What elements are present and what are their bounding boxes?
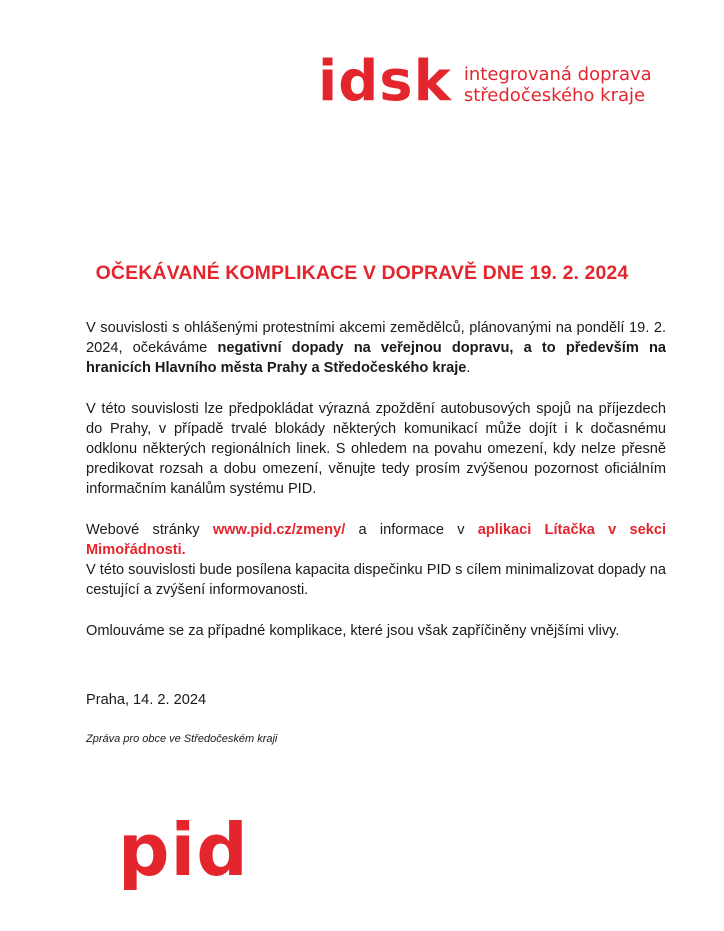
paragraph-intro: [86, 318, 666, 378]
document-date: Praha, 14. 2. 2024: [86, 692, 207, 708]
paragraph-dispatch: V této souvislosti bude posílena kapacita dispečinku PID s cílem minimalizovat dopady na cestující a zvýšení informovanosti.: [86, 562, 667, 598]
paragraph-delays: V této souvislosti lze předpokládat výrazná zpoždění autobusových spojů na příjezdech do Prahy, v případě trvalé blokády některých komunikací může dojít i k dočasnému odklonu některých regionálních linek. S ohledem na povahu omezení, kdy nelze přesně predikovat rozsah a dobu omezení, věnujte tedy prosím zvýšenou pozornost oficiálním informačním kanálům systému PID.: [86, 401, 666, 497]
info-sources-start: Webové stránky: [86, 522, 213, 538]
paragraph-intro-text: V souvislosti s ohlášenými protestními akcemi zemědělců, plánovanými na pondělí 19. 2. 2024, očekáváme: [86, 320, 666, 356]
pid-logo: pid: [118, 808, 249, 892]
tagline-line-2: středočeského kraje: [463, 85, 646, 106]
idsk-logo-tagline: [464, 64, 652, 106]
paragraph-apology: Omlouváme se za případné komplikace, které jsou však zapříčiněny vnějšími vlivy.: [86, 623, 620, 639]
document-title: OČEKÁVANÉ KOMPLIKACE V DOPRAVĚ DNE 19. 2. 2024: [95, 262, 629, 284]
idsk-logo: [318, 49, 652, 114]
info-sources-middle: a informace v: [345, 522, 478, 538]
paragraph-intro-bold: negativní dopady na veřejnou dopravu, a to především na hranicích Hlavního města Prahy a Středočeského kraje: [86, 340, 666, 376]
document-note: Zpráva pro obce ve Středočeském kraji: [86, 733, 278, 745]
tagline-line-1: integrovaná doprava: [463, 64, 652, 85]
litacka-app-reference[interactable]: aplikaci Lítačka v sekci Mimořádnosti.: [86, 522, 666, 558]
paragraph-info-sources: [86, 520, 666, 560]
idsk-logo-mark: idsk: [318, 49, 452, 114]
paragraph-intro-end: .: [466, 360, 471, 376]
pid-changes-link[interactable]: www.pid.cz/zmeny/: [212, 522, 346, 538]
document-body: [86, 318, 666, 662]
